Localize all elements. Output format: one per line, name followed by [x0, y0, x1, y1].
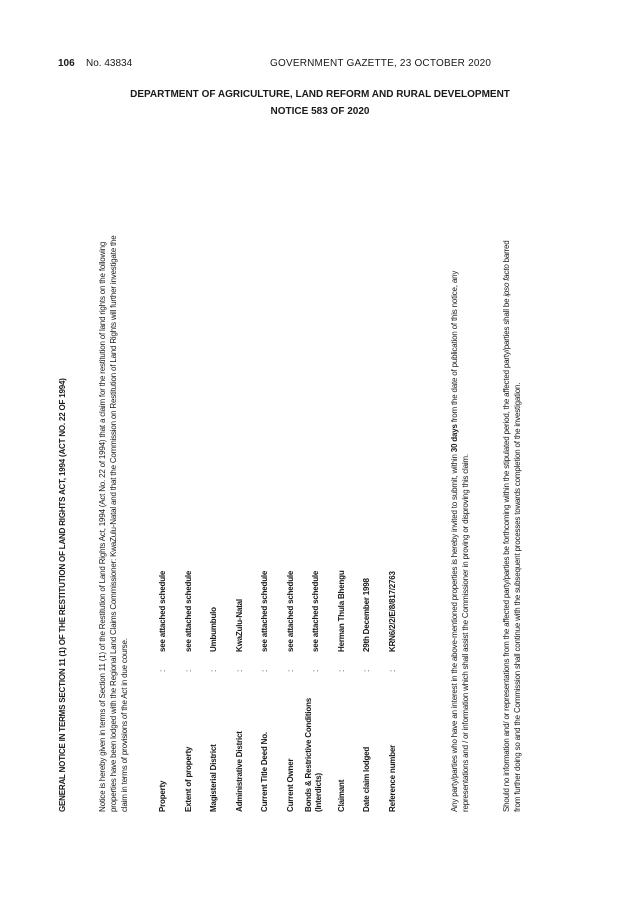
field-label: Claimant	[336, 779, 346, 812]
rotated-notice-body	[57, 222, 527, 812]
field-colon: :	[183, 669, 193, 672]
field-value: KwaZulu-Natal	[234, 599, 244, 652]
field-label: Property	[158, 780, 167, 812]
field-colon: :	[387, 669, 397, 672]
field-label: Current Title Deed No.	[260, 732, 269, 812]
field-row-date-lodged	[355, 392, 381, 812]
field-row-title-deed	[253, 392, 279, 812]
field-colon: :	[362, 669, 371, 672]
field-label: Extent of property	[183, 746, 193, 812]
field-row-magisterial-district	[202, 392, 228, 812]
gazette-title: GOVERNMENT GAZETTE, 23 OCTOBER 2020	[270, 58, 492, 69]
field-row-administrative-district	[228, 392, 254, 812]
final-text-start: Should no information and/ or representations from the affected party/parties be forthcoming within the stipulated period, the affected party/parties shall be	[502, 296, 511, 812]
field-colon: :	[209, 669, 218, 672]
field-value: Umbumbulo	[209, 607, 218, 652]
field-colon: :	[234, 669, 244, 672]
notice-title: NOTICE 583 OF 2020	[270, 106, 370, 117]
final-text-end: barred from further doing so and the Commission shall continue with the subsequent processes towards completion of the investigation.	[502, 240, 523, 812]
field-value: see attached schedule	[311, 570, 320, 652]
intro-paragraph: Notice is hereby given in terms of Section 11 (1) of the Restitution of Land Rights Act, 1994 (Act No. 22 of 1994) that a claim for the restitution of land rights on the following properties have been lodged with the Regional Land Claims Commissioner: KwaZulu-Natal and that the Commission on Restitution of Land Rights will further investigate the claim in terms of provisions of the Act in due course.	[98, 235, 130, 812]
field-value: Herman Thula Bhengu	[336, 570, 346, 652]
interest-text-start: Any party/parties who have an interest in the above-mentioned properties is hereby invited to submit, within	[450, 452, 459, 812]
field-row-reference-number	[381, 392, 407, 812]
field-value: see attached schedule	[183, 570, 193, 652]
field-row-property	[151, 392, 177, 812]
field-label: Magisterial District	[209, 744, 218, 812]
field-colon: :	[311, 669, 320, 672]
final-paragraph	[501, 232, 523, 812]
field-label: Date claim lodged	[362, 746, 371, 812]
issue-number: No. 43834	[86, 58, 133, 69]
field-colon: :	[158, 669, 167, 672]
field-colon: :	[260, 669, 269, 672]
field-label: Bonds & Restrictive Conditions (Interdicts)	[304, 697, 323, 812]
field-value: see attached schedule	[260, 570, 269, 652]
final-latin-term: ipso facto	[502, 264, 511, 297]
field-colon: :	[336, 669, 346, 672]
field-row-bonds	[304, 392, 330, 812]
field-row-current-owner	[279, 392, 305, 812]
field-row-extent	[177, 392, 203, 812]
field-value: see attached schedule	[158, 570, 167, 652]
field-row-claimant	[330, 392, 356, 812]
field-value: 29th December 1998	[362, 578, 371, 652]
field-value: KRN6/2/2/E/8/817/2763	[387, 571, 397, 652]
interest-paragraph	[449, 232, 471, 812]
field-colon: :	[285, 669, 295, 672]
interest-days: 30 days	[450, 424, 459, 453]
department-heading: DEPARTMENT OF AGRICULTURE, LAND REFORM AND RURAL DEVELOPMENT	[130, 89, 510, 100]
page-header	[58, 58, 618, 72]
field-label: Reference number	[387, 744, 397, 812]
page-number: 106	[58, 58, 75, 69]
field-value: see attached schedule	[285, 570, 295, 652]
general-notice-title: GENERAL NOTICE IN TERMS SECTION 11 (1) OF THE RESTITUTION OF LAND RIGHTS ACT, 1994 (ACT NO. 22 OF 1994)	[58, 378, 67, 812]
field-label: Administrative District	[234, 731, 244, 812]
interest-text-end: from the date of publication of this notice, any representations and / or information which shall assist the Commissioner in proving or disproving this claim.	[450, 270, 471, 812]
claim-details	[151, 392, 406, 812]
field-label: Current Owner	[285, 758, 295, 812]
